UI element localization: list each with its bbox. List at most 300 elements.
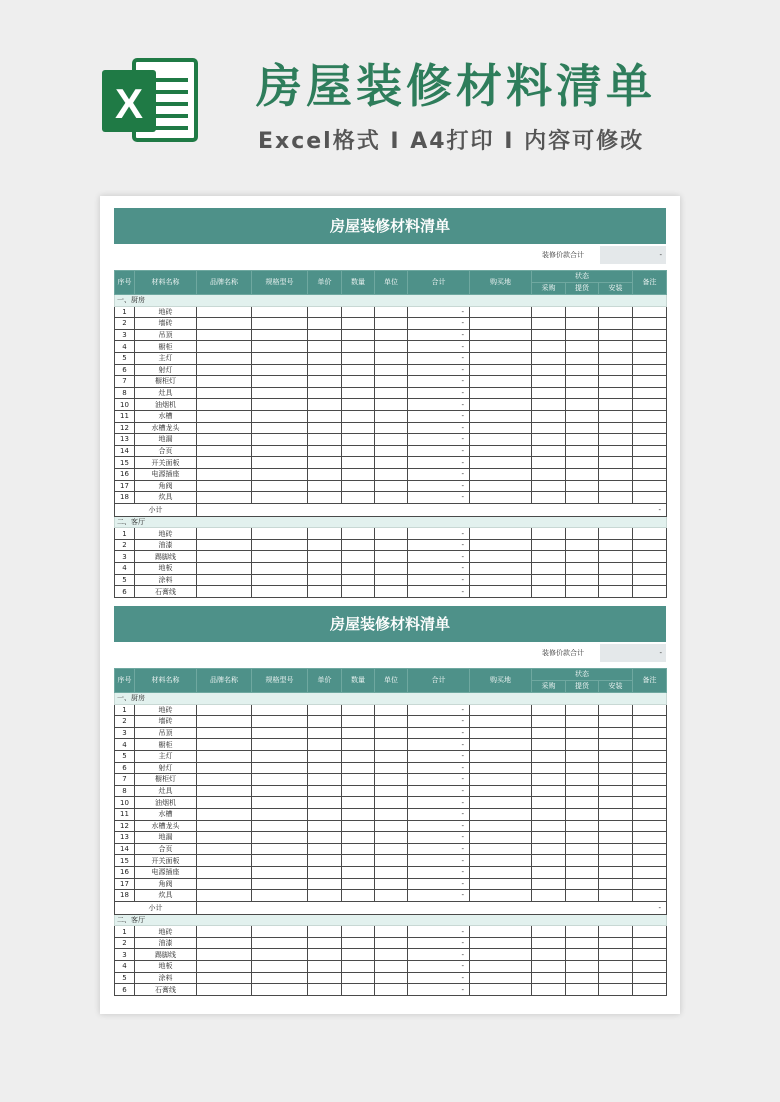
cell[interactable] (566, 949, 599, 961)
cell[interactable] (633, 704, 667, 716)
cell[interactable] (532, 855, 566, 867)
cell[interactable] (375, 820, 408, 832)
cell[interactable] (566, 797, 599, 809)
cell[interactable] (308, 445, 342, 457)
cell[interactable] (252, 716, 308, 728)
cell[interactable] (342, 843, 375, 855)
cell[interactable] (532, 586, 566, 598)
item-name[interactable]: 地砖 (135, 528, 197, 540)
cell[interactable] (342, 492, 375, 504)
cell[interactable] (375, 739, 408, 751)
cell[interactable] (197, 866, 252, 878)
cell[interactable] (566, 843, 599, 855)
cell[interactable] (532, 808, 566, 820)
cell[interactable] (532, 399, 566, 411)
cell[interactable] (252, 739, 308, 751)
cell[interactable] (599, 832, 633, 844)
cell[interactable] (197, 364, 252, 376)
cell[interactable] (342, 890, 375, 902)
cell[interactable] (375, 410, 408, 422)
cell[interactable] (470, 832, 532, 844)
item-name[interactable]: 橱柜 (135, 739, 197, 751)
item-name[interactable]: 开关面板 (135, 457, 197, 469)
cell[interactable] (532, 528, 566, 540)
cell[interactable] (342, 739, 375, 751)
cell[interactable] (470, 808, 532, 820)
cell[interactable] (470, 318, 532, 330)
cell[interactable] (197, 937, 252, 949)
cell[interactable] (532, 445, 566, 457)
item-name[interactable]: 炊具 (135, 492, 197, 504)
cell[interactable] (599, 727, 633, 739)
cell[interactable] (566, 468, 599, 480)
cell[interactable] (633, 551, 667, 563)
cell[interactable] (470, 961, 532, 973)
cell[interactable] (566, 387, 599, 399)
cell[interactable] (197, 785, 252, 797)
cell[interactable] (566, 820, 599, 832)
cell[interactable] (566, 528, 599, 540)
cell[interactable] (308, 855, 342, 867)
cell[interactable] (566, 352, 599, 364)
cell[interactable] (532, 468, 566, 480)
cell[interactable] (470, 820, 532, 832)
cell[interactable] (633, 797, 667, 809)
cell[interactable] (599, 492, 633, 504)
cell[interactable] (470, 434, 532, 446)
cell[interactable] (308, 329, 342, 341)
cell[interactable] (599, 341, 633, 353)
item-name[interactable]: 地板 (135, 563, 197, 575)
cell[interactable] (197, 376, 252, 388)
cell[interactable] (342, 457, 375, 469)
cell[interactable] (342, 937, 375, 949)
cell[interactable] (197, 890, 252, 902)
item-name[interactable]: 橱柜 (135, 341, 197, 353)
cell[interactable] (375, 750, 408, 762)
cell[interactable] (252, 329, 308, 341)
cell[interactable] (532, 866, 566, 878)
cell[interactable] (342, 984, 375, 996)
cell[interactable] (342, 750, 375, 762)
cell[interactable] (197, 422, 252, 434)
item-name[interactable]: 油漆 (135, 539, 197, 551)
cell[interactable] (375, 434, 408, 446)
cell[interactable] (342, 399, 375, 411)
item-name[interactable]: 角阀 (135, 480, 197, 492)
cell[interactable] (566, 329, 599, 341)
cell[interactable] (375, 551, 408, 563)
cell[interactable] (375, 785, 408, 797)
cell[interactable] (470, 422, 532, 434)
cell[interactable] (375, 727, 408, 739)
cell[interactable] (470, 387, 532, 399)
cell[interactable] (532, 762, 566, 774)
cell[interactable] (252, 563, 308, 575)
cell[interactable] (633, 399, 667, 411)
cell[interactable] (342, 318, 375, 330)
cell[interactable] (566, 866, 599, 878)
cell[interactable] (532, 318, 566, 330)
cell[interactable] (342, 716, 375, 728)
cell[interactable] (252, 586, 308, 598)
cell[interactable] (308, 306, 342, 318)
cell[interactable] (532, 306, 566, 318)
cell[interactable] (342, 468, 375, 480)
cell[interactable] (375, 949, 408, 961)
cell[interactable] (532, 387, 566, 399)
cell[interactable] (599, 890, 633, 902)
cell[interactable] (633, 341, 667, 353)
cell[interactable] (470, 539, 532, 551)
cell[interactable] (252, 855, 308, 867)
cell[interactable] (470, 364, 532, 376)
cell[interactable] (308, 750, 342, 762)
cell[interactable] (308, 797, 342, 809)
cell[interactable] (599, 961, 633, 973)
cell[interactable] (599, 926, 633, 938)
cell[interactable] (532, 774, 566, 786)
cell[interactable] (566, 422, 599, 434)
cell[interactable] (470, 797, 532, 809)
cell[interactable] (633, 949, 667, 961)
cell[interactable] (252, 785, 308, 797)
item-name[interactable]: 电源插座 (135, 866, 197, 878)
cell[interactable] (566, 457, 599, 469)
cell[interactable] (566, 480, 599, 492)
cell[interactable] (532, 797, 566, 809)
cell[interactable] (375, 716, 408, 728)
cell[interactable] (252, 468, 308, 480)
item-name[interactable]: 电源插座 (135, 468, 197, 480)
cell[interactable] (308, 434, 342, 446)
cell[interactable] (197, 808, 252, 820)
cell[interactable] (252, 774, 308, 786)
cell[interactable] (197, 961, 252, 973)
cell[interactable] (342, 364, 375, 376)
cell[interactable] (375, 890, 408, 902)
cell[interactable] (252, 574, 308, 586)
cell[interactable] (375, 457, 408, 469)
cell[interactable] (197, 341, 252, 353)
cell[interactable] (633, 855, 667, 867)
cell[interactable] (599, 399, 633, 411)
cell[interactable] (375, 306, 408, 318)
cell[interactable] (470, 774, 532, 786)
cell[interactable] (566, 551, 599, 563)
cell[interactable] (633, 785, 667, 797)
cell[interactable] (308, 890, 342, 902)
item-name[interactable]: 地砖 (135, 306, 197, 318)
cell[interactable] (375, 376, 408, 388)
cell[interactable] (197, 410, 252, 422)
item-name[interactable]: 涂料 (135, 972, 197, 984)
cell[interactable] (566, 318, 599, 330)
cell[interactable] (342, 797, 375, 809)
cell[interactable] (197, 387, 252, 399)
cell[interactable] (342, 855, 375, 867)
cell[interactable] (470, 306, 532, 318)
cell[interactable] (197, 984, 252, 996)
cell[interactable] (342, 586, 375, 598)
cell[interactable] (470, 551, 532, 563)
item-name[interactable]: 橱柜灯 (135, 376, 197, 388)
cell[interactable] (633, 563, 667, 575)
cell[interactable] (308, 785, 342, 797)
cell[interactable] (197, 949, 252, 961)
cell[interactable] (566, 961, 599, 973)
item-name[interactable]: 踢脚线 (135, 551, 197, 563)
cell[interactable] (308, 387, 342, 399)
cell[interactable] (470, 492, 532, 504)
cell[interactable] (342, 410, 375, 422)
cell[interactable] (532, 937, 566, 949)
cell[interactable] (342, 563, 375, 575)
cell[interactable] (252, 306, 308, 318)
cell[interactable] (197, 306, 252, 318)
cell[interactable] (308, 739, 342, 751)
cell[interactable] (470, 739, 532, 751)
cell[interactable] (633, 457, 667, 469)
cell[interactable] (308, 364, 342, 376)
cell[interactable] (342, 306, 375, 318)
cell[interactable] (470, 528, 532, 540)
cell[interactable] (342, 949, 375, 961)
cell[interactable] (342, 341, 375, 353)
cell[interactable] (599, 445, 633, 457)
cell[interactable] (252, 528, 308, 540)
cell[interactable] (308, 399, 342, 411)
cell[interactable] (375, 329, 408, 341)
cell[interactable] (566, 984, 599, 996)
cell[interactable] (633, 422, 667, 434)
cell[interactable] (599, 539, 633, 551)
cell[interactable] (197, 797, 252, 809)
cell[interactable] (599, 855, 633, 867)
cell[interactable] (599, 329, 633, 341)
item-name[interactable]: 吊顶 (135, 727, 197, 739)
cell[interactable] (197, 492, 252, 504)
cell[interactable] (375, 387, 408, 399)
cell[interactable] (532, 878, 566, 890)
cell[interactable] (375, 762, 408, 774)
cell[interactable] (375, 574, 408, 586)
cell[interactable] (375, 352, 408, 364)
cell[interactable] (342, 434, 375, 446)
item-name[interactable]: 地砖 (135, 926, 197, 938)
cell[interactable] (599, 586, 633, 598)
cell[interactable] (470, 890, 532, 902)
cell[interactable] (197, 563, 252, 575)
cell[interactable] (197, 739, 252, 751)
cell[interactable] (308, 563, 342, 575)
cell[interactable] (308, 866, 342, 878)
cell[interactable] (633, 364, 667, 376)
cell[interactable] (599, 750, 633, 762)
cell[interactable] (252, 387, 308, 399)
item-name[interactable]: 地漏 (135, 434, 197, 446)
cell[interactable] (252, 539, 308, 551)
cell[interactable] (532, 984, 566, 996)
cell[interactable] (342, 727, 375, 739)
cell[interactable] (197, 457, 252, 469)
cell[interactable] (470, 843, 532, 855)
cell[interactable] (470, 727, 532, 739)
cell[interactable] (252, 820, 308, 832)
cell[interactable] (470, 457, 532, 469)
cell[interactable] (197, 329, 252, 341)
cell[interactable] (470, 949, 532, 961)
cell[interactable] (375, 528, 408, 540)
cell[interactable] (342, 808, 375, 820)
cell[interactable] (308, 843, 342, 855)
cell[interactable] (197, 586, 252, 598)
cell[interactable] (342, 539, 375, 551)
cell[interactable] (470, 704, 532, 716)
cell[interactable] (633, 727, 667, 739)
cell[interactable] (252, 492, 308, 504)
cell[interactable] (599, 949, 633, 961)
cell[interactable] (308, 820, 342, 832)
cell[interactable] (375, 832, 408, 844)
cell[interactable] (566, 739, 599, 751)
cell[interactable] (197, 832, 252, 844)
cell[interactable] (342, 574, 375, 586)
cell[interactable] (342, 878, 375, 890)
cell[interactable] (308, 457, 342, 469)
cell[interactable] (197, 445, 252, 457)
cell[interactable] (566, 376, 599, 388)
cell[interactable] (599, 574, 633, 586)
cell[interactable] (375, 808, 408, 820)
cell[interactable] (470, 750, 532, 762)
cell[interactable] (308, 422, 342, 434)
cell[interactable] (308, 878, 342, 890)
cell[interactable] (532, 329, 566, 341)
cell[interactable] (470, 410, 532, 422)
cell[interactable] (532, 352, 566, 364)
cell[interactable] (375, 364, 408, 376)
cell[interactable] (308, 704, 342, 716)
item-name[interactable]: 油烟机 (135, 797, 197, 809)
cell[interactable] (342, 376, 375, 388)
cell[interactable] (375, 878, 408, 890)
cell[interactable] (599, 774, 633, 786)
cell[interactable] (342, 445, 375, 457)
cell[interactable] (470, 563, 532, 575)
cell[interactable] (308, 352, 342, 364)
cell[interactable] (252, 808, 308, 820)
cell[interactable] (566, 586, 599, 598)
cell[interactable] (566, 306, 599, 318)
cell[interactable] (633, 492, 667, 504)
cell[interactable] (375, 972, 408, 984)
cell[interactable] (308, 727, 342, 739)
cell[interactable] (470, 866, 532, 878)
item-name[interactable]: 水槽龙头 (135, 422, 197, 434)
cell[interactable] (532, 574, 566, 586)
item-name[interactable]: 合页 (135, 445, 197, 457)
cell[interactable] (599, 422, 633, 434)
cell[interactable] (342, 785, 375, 797)
cell[interactable] (633, 586, 667, 598)
cell[interactable] (532, 434, 566, 446)
cell[interactable] (599, 866, 633, 878)
cell[interactable] (599, 364, 633, 376)
cell[interactable] (599, 551, 633, 563)
cell[interactable] (599, 387, 633, 399)
cell[interactable] (252, 878, 308, 890)
cell[interactable] (308, 574, 342, 586)
cell[interactable] (532, 785, 566, 797)
cell[interactable] (342, 387, 375, 399)
cell[interactable] (599, 820, 633, 832)
cell[interactable] (532, 341, 566, 353)
cell[interactable] (197, 750, 252, 762)
cell[interactable] (375, 563, 408, 575)
cell[interactable] (470, 468, 532, 480)
cell[interactable] (599, 972, 633, 984)
cell[interactable] (252, 984, 308, 996)
cell[interactable] (470, 399, 532, 411)
cell[interactable] (532, 727, 566, 739)
cell[interactable] (633, 306, 667, 318)
cell[interactable] (252, 551, 308, 563)
cell[interactable] (633, 387, 667, 399)
cell[interactable] (252, 843, 308, 855)
cell[interactable] (633, 318, 667, 330)
cell[interactable] (197, 434, 252, 446)
cell[interactable] (599, 318, 633, 330)
cell[interactable] (252, 399, 308, 411)
cell[interactable] (375, 318, 408, 330)
cell[interactable] (532, 422, 566, 434)
cell[interactable] (342, 832, 375, 844)
cell[interactable] (633, 878, 667, 890)
cell[interactable] (532, 539, 566, 551)
item-name[interactable]: 主灯 (135, 352, 197, 364)
cell[interactable] (566, 563, 599, 575)
cell[interactable] (375, 797, 408, 809)
cell[interactable] (342, 820, 375, 832)
cell[interactable] (308, 949, 342, 961)
cell[interactable] (308, 539, 342, 551)
cell[interactable] (308, 972, 342, 984)
cell[interactable] (252, 972, 308, 984)
cell[interactable] (308, 832, 342, 844)
cell[interactable] (633, 468, 667, 480)
cell[interactable] (252, 364, 308, 376)
cell[interactable] (532, 750, 566, 762)
cell[interactable] (599, 376, 633, 388)
cell[interactable] (308, 762, 342, 774)
cell[interactable] (375, 866, 408, 878)
cell[interactable] (532, 972, 566, 984)
cell[interactable] (566, 785, 599, 797)
cell[interactable] (599, 457, 633, 469)
cell[interactable] (633, 972, 667, 984)
cell[interactable] (252, 352, 308, 364)
cell[interactable] (599, 352, 633, 364)
item-name[interactable]: 油烟机 (135, 399, 197, 411)
cell[interactable] (252, 926, 308, 938)
cell[interactable] (633, 376, 667, 388)
cell[interactable] (566, 890, 599, 902)
cell[interactable] (342, 866, 375, 878)
cell[interactable] (252, 410, 308, 422)
cell[interactable] (308, 341, 342, 353)
cell[interactable] (470, 586, 532, 598)
